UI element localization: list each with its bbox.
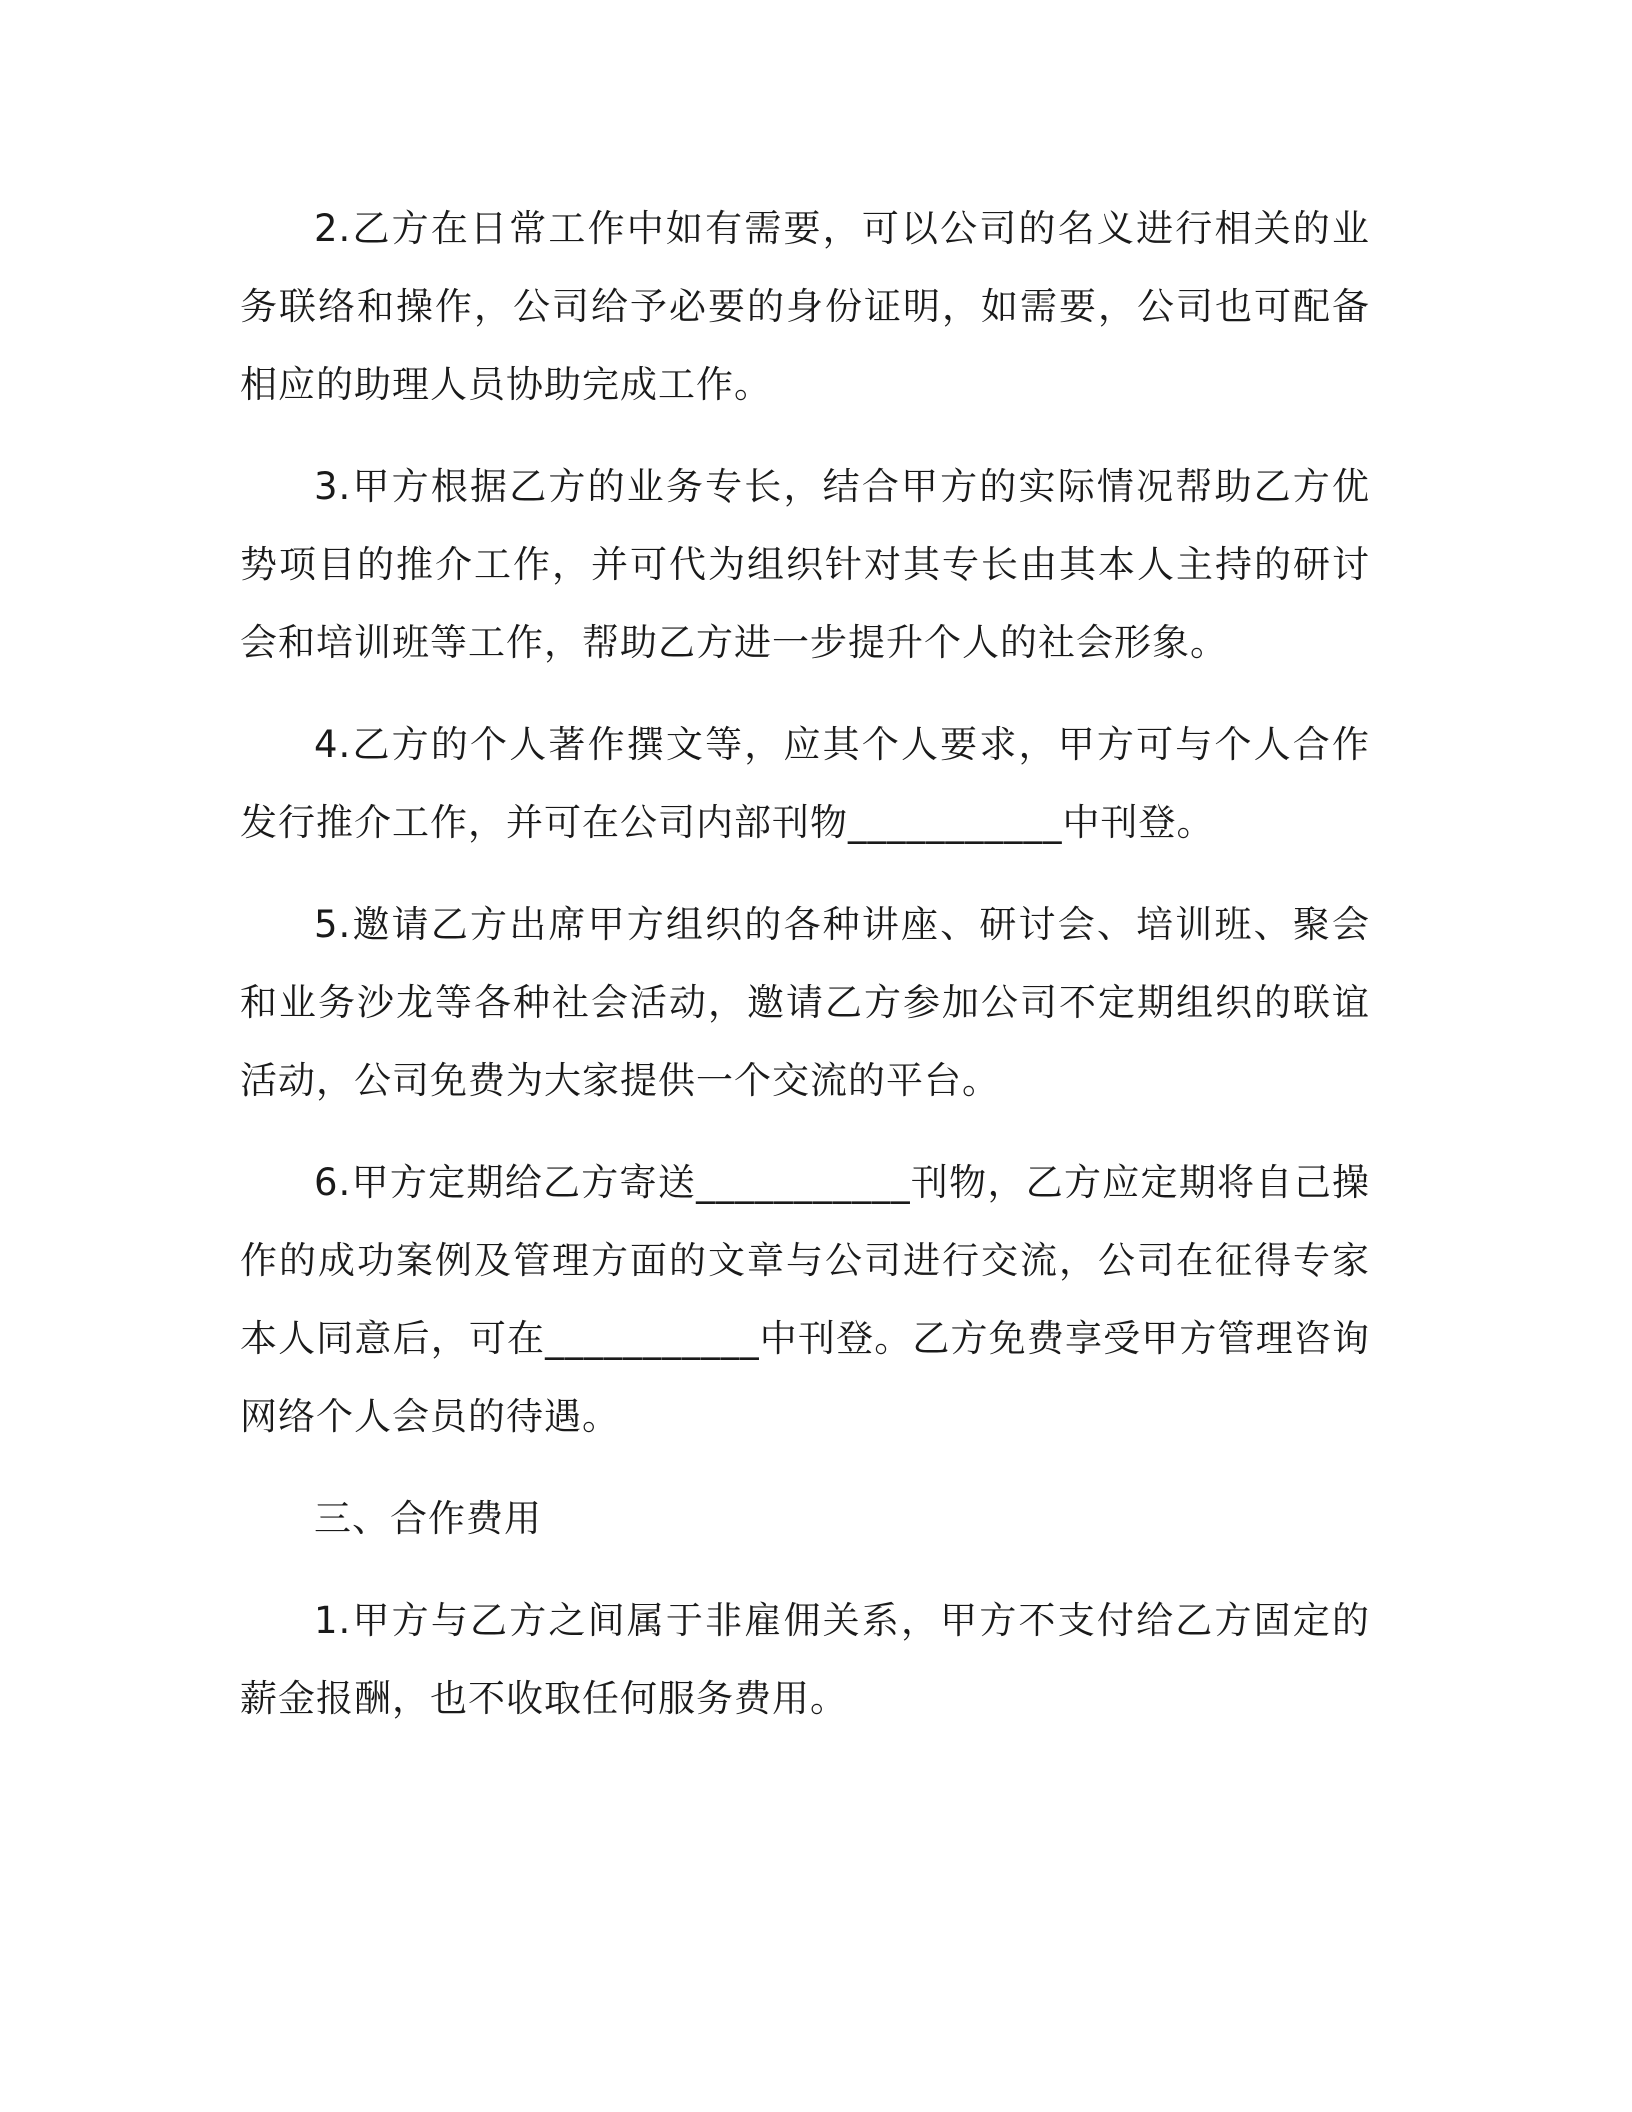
clause-6: 6.甲方定期给乙方寄送___________刊物，乙方应定期将自己操作的成功案例及管理方面的文章与公司进行交流，公司在征得专家本人同意后，可在___________中刊登。乙方免费享受甲方管理咨询网络个人会员的待遇。 (240, 1161, 1370, 1438)
fees-clause-1: 1.甲方与乙方之间属于非雇佣关系，甲方不支付给乙方固定的薪金报酬，也不收取任何服务费用。 (240, 1599, 1370, 1720)
clause-5: 5.邀请乙方出席甲方组织的各种讲座、研讨会、培训班、聚会和业务沙龙等各种社会活动，邀请乙方参加公司不定期组织的联谊活动，公司免费为大家提供一个交流的平台。 (240, 903, 1370, 1102)
section-heading-cooperation-fees: 三、合作费用 (314, 1497, 542, 1540)
clause-4: 4.乙方的个人著作撰文等，应其个人要求，甲方可与个人合作发行推介工作，并可在公司内部刊物___________中刊登。 (240, 723, 1370, 844)
clause-3: 3.甲方根据乙方的业务专长，结合甲方的实际情况帮助乙方优势项目的推介工作，并可代为组织针对其专长由其本人主持的研讨会和培训班等工作，帮助乙方进一步提升个人的社会形象。 (240, 465, 1370, 664)
document-page (240, 190, 1370, 1762)
clause-2: 2.乙方在日常工作中如有需要，可以公司的名义进行相关的业务联络和操作，公司给予必要的身份证明，如需要，公司也可配备相应的助理人员协助完成工作。 (240, 207, 1370, 406)
